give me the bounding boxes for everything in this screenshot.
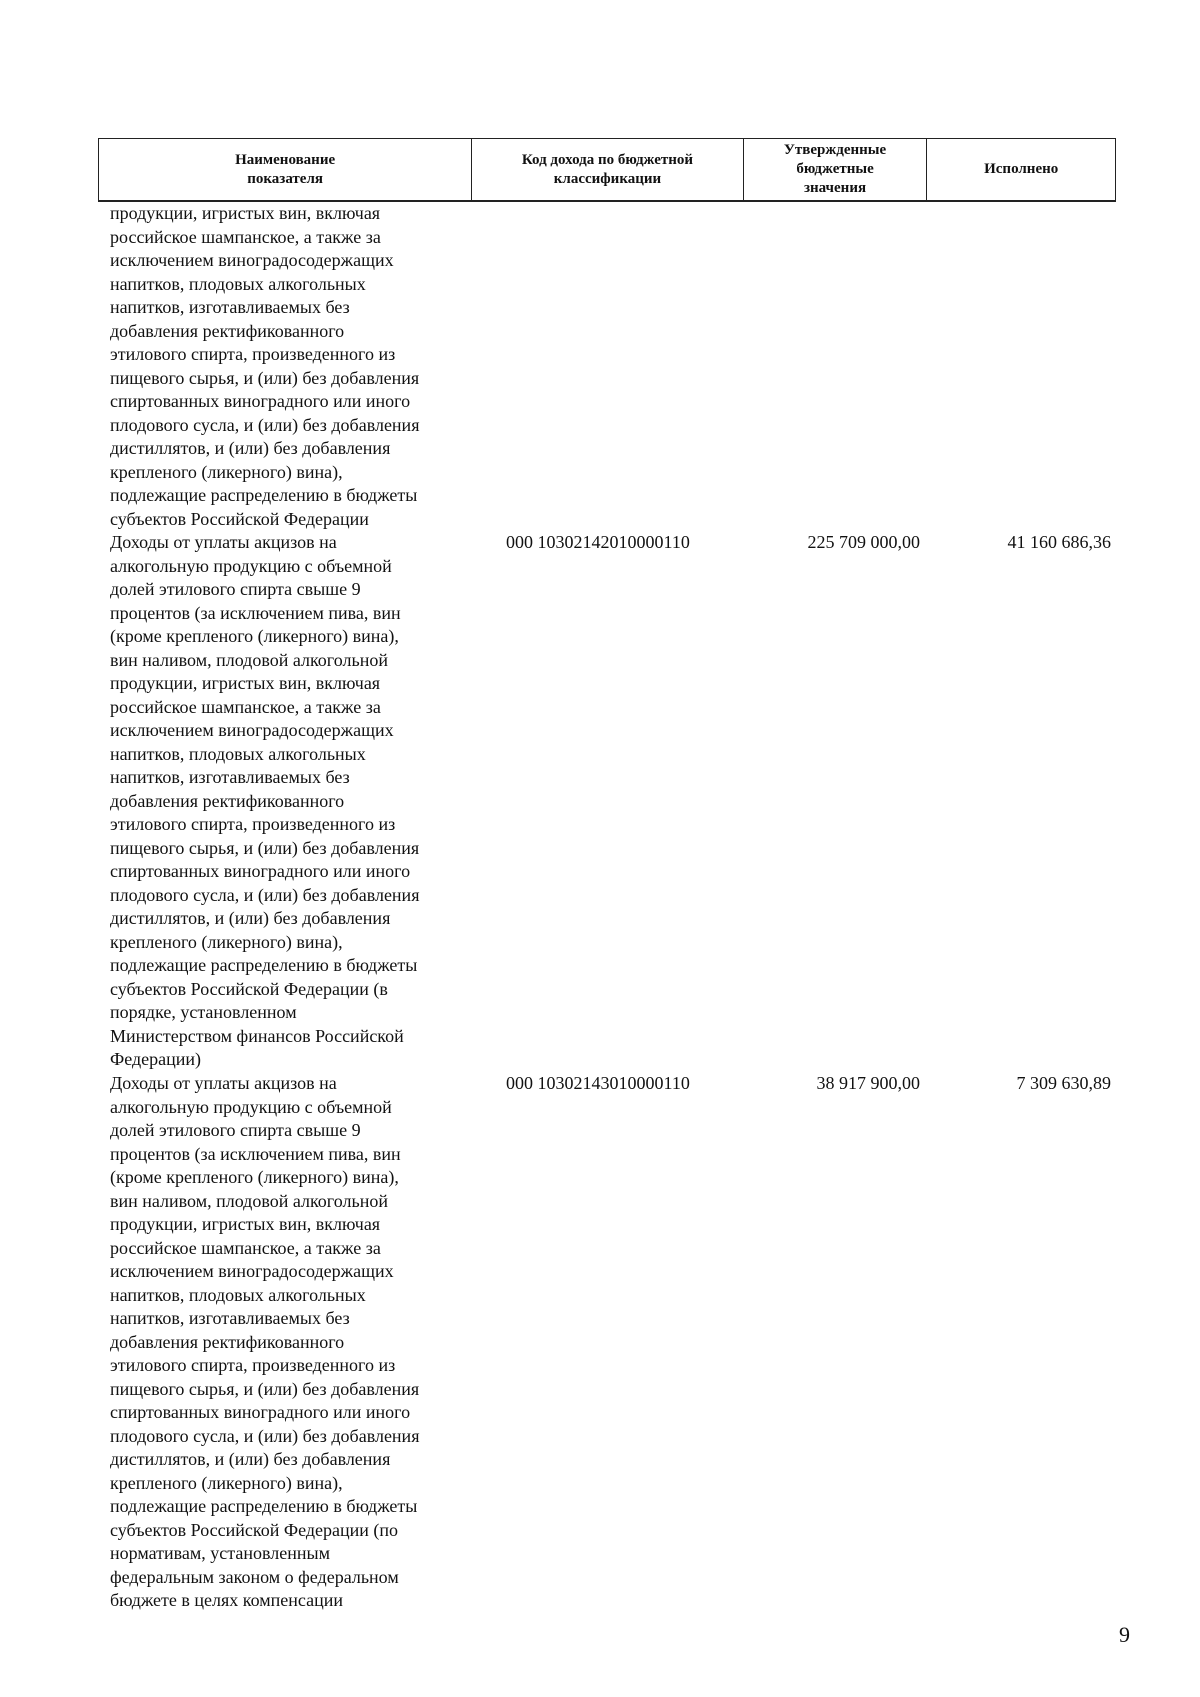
header-indicator-name-text: Наименование показателя	[235, 151, 336, 187]
header-approved-values-text: Утвержденные бюджетные значения	[783, 142, 887, 196]
header-income-code	[472, 139, 743, 200]
header-indicator-name	[99, 139, 472, 200]
row-2-indicator-name: Доходы от уплаты акцизов на алкогольную продукцию с объемной долей этилового спирта свыше 9 процентов (за исключением пива, вин (кроме крепленого (ликерного) вина), вин наливом, плодовой алкогольной продукции, игристых вин, включая российское шампанское, а также за исключением виноградосодержащих напитков, плодовых алкогольных напитков, изготавливаемых без добавления ректификованного этилового спирта, произведенного из пищевого сырья, и (или) без добавления спиртованных виноградного или иного плодового сусла, и (или) без добавления дистиллятов, и (или) без добавления крепленого (ликерного) вина), подлежащие распределению в бюджеты субъектов Российской Федерации (по нормативам, установленным федеральным законом о федеральном бюджете в целях компенсации	[110, 1073, 420, 1610]
row-1-income-code: 000 10302142010000110	[506, 532, 690, 552]
header-executed-text: Исполнено	[984, 161, 1059, 177]
row-1-executed-value: 41 160 686,36	[1007, 532, 1111, 552]
header-income-code-text: Код дохода по бюджетной классификации	[521, 151, 694, 187]
row-2-executed-value: 7 309 630,89	[1016, 1073, 1111, 1093]
row-1-approved-value: 225 709 000,00	[807, 532, 920, 552]
page-number: 9	[1119, 1622, 1130, 1647]
continuation-text: продукции, игристых вин, включая российское шампанское, а также за исключением виноградосодержащих напитков, плодовых алкогольных напитков, изготавливаемых без добавления ректификованного этилового спирта, произведенного из пищевого сырья, и (или) без добавления спиртованных виноградного или иного плодового сусла, и (или) без добавления дистиллятов, и (или) без добавления крепленого (ликерного) вина), подлежащие распределению в бюджеты субъектов Российской Федерации	[110, 203, 420, 529]
table-header	[98, 138, 1116, 202]
row-2-income-code: 000 10302143010000110	[506, 1073, 690, 1093]
row-1-indicator-name: Доходы от уплаты акцизов на алкогольную продукцию с объемной долей этилового спирта свыше 9 процентов (за исключением пива, вин (кроме крепленого (ликерного) вина), вин наливом, плодовой алкогольной продукции, игристых вин, включая российское шампанское, а также за исключением виноградосодержащих напитков, плодовых алкогольных напитков, изготавливаемых без добавления ректификованного этилового спирта, произведенного из пищевого сырья, и (или) без добавления спиртованных виноградного или иного плодового сусла, и (или) без добавления дистиллятов, и (или) без добавления крепленого (ликерного) вина), подлежащие распределению в бюджеты субъектов Российской Федерации (в порядке, установленном Министерством финансов Российской Федерации)	[110, 532, 420, 1069]
row-2-approved-value: 38 917 900,00	[816, 1073, 920, 1093]
header-executed	[927, 139, 1115, 200]
header-approved-values	[744, 139, 928, 200]
